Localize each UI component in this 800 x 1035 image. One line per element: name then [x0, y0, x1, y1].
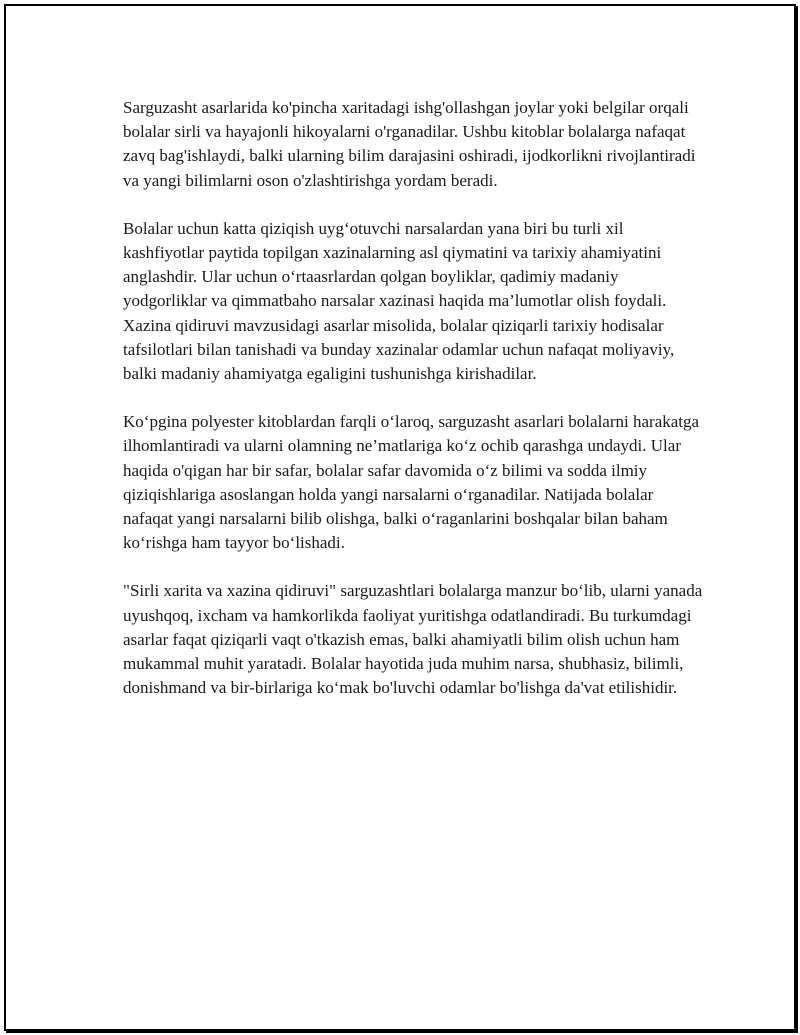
paragraph-1: Sarguzasht asarlarida ko'pincha xaritadagi ishg'ollashgan joylar yoki belgilar orqali bolalar sirli va hayajonli hikoyalarni o'rganadilar. Ushbu kitoblar bolalarga nafaqat zavq bag'ishlaydi, balki ularning bilim darajasini oshiradi, ijodkorlikni rivojlantiradi va yangi bilimlarni oson o'zlashtirishga yordam beradi. — [123, 98, 696, 190]
paragraph-2: Bolalar uchun katta qiziqish uyg‘otuvchi narsalardan yana biri bu turli xil kashfiyotlar paytida topilgan xazinalarning asl qiymatini va tarixiy ahamiyatini anglashdir. Ular uchun o‘rtaasrlardan qolgan boyliklar, qadimiy madaniy yodgorliklar va qimmatbaho narsalar xazinasi haqida ma’lumotlar olish foydali. Xazina qidiruvi mavzusidagi asarlar misolida, bolalar qiziqarli tarixiy hodisalar tafsilotlari bilan tanishadi va bunday xazinalar odamlar uchun nafaqat moliyaviy, balki madaniy ahamiyatga egaligini tushunishga kirishadilar. — [123, 218, 675, 384]
paragraph-4: "Sirli xarita va xazina qidiruvi" sarguzashtlari bolalarga manzur bo‘lib, ularni yanada uyushqoq, ixcham va hamkorlikda faoliyat yuritishga odatlandiradi. Bu turkumdagi asarlar faqat qiziqarli vaqt o'tkazish emas, balki ahamiyatli bilim olish uchun ham mukammal muhit yaratadi. Bolalar hayotida juda muhim narsa, shubhasiz, bilimli, donishmand va bir-birlariga ko‘mak bo'luvchi odamlar bo'lishga da'vat etilishidir. — [123, 581, 703, 698]
paragraph-3: Ko‘pgina polyester kitoblardan farqli o‘laroq, sarguzasht asarlari bolalarni harakatga ilhomlantiradi va ularni olamning ne’matlariga ko‘z ochib qarashga undaydi. Ular haqida o'qigan har bir safar, bolalar safar davomida o‘z bilimi va sodda ilmiy qiziqishlariga asoslangan holda yangi narsalarni o‘rganadilar. Natijada bolalar nafaqat yangi narsalarni bilib olishga, balki o‘raganlarini boshqalar bilan baham ko‘rishga ham tayyor bo‘lishadi. — [123, 412, 700, 553]
document-body — [123, 96, 703, 724]
page-frame — [4, 4, 796, 1031]
